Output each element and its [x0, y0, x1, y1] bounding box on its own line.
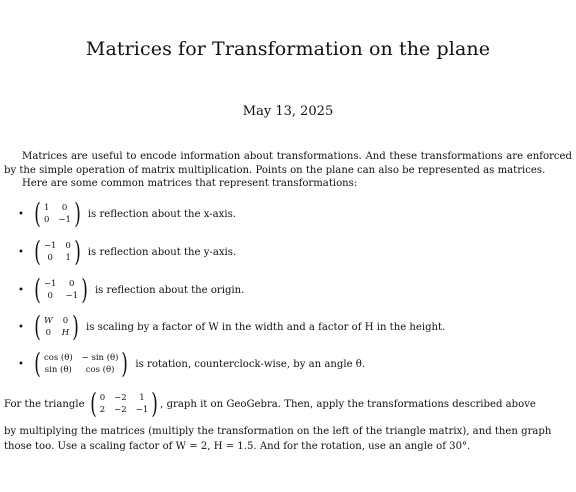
- item-description: is rotation, counterclock-wise, by an angle θ.: [135, 358, 366, 370]
- matrix-cell: 1: [139, 392, 145, 403]
- intro-here-line: Here are some common matrices that represent transformations:: [22, 178, 358, 189]
- item-description: is reflection about the x-axis.: [87, 208, 236, 220]
- matrix-cell: 2: [99, 404, 106, 415]
- matrix-triangle: ( 0 −2 1 2 −2 −1 ): [90, 387, 158, 420]
- intro-text: Matrices are useful to encode information about transformations. And these transformations are enforced by the simple operation of matrix multiplication. Points on the plane can also be represented as matrices.: [4, 151, 572, 176]
- list-item-rotation: [18, 347, 366, 380]
- matrix-reflect-origin: ( −1 0 0 −1 ): [34, 273, 88, 306]
- bullet: •: [18, 321, 24, 333]
- matrix-cell: −2: [114, 404, 127, 415]
- item-description: is reflection about the origin.: [94, 284, 245, 296]
- matrix-cell: 0: [65, 241, 71, 251]
- matrix-cell: − sin (θ): [81, 353, 119, 363]
- matrix-reflect-y: ( −1 0 0 1 ): [34, 235, 81, 268]
- matrix-cell: 0: [43, 215, 50, 225]
- item-description: is scaling by a factor of W in the width and a factor of H in the height.: [86, 321, 446, 333]
- matrix-cell: 0: [69, 279, 75, 289]
- matrix-cell: cos (θ): [43, 353, 73, 363]
- matrix-cell: −1: [43, 241, 57, 251]
- document-date: May 13, 2025: [242, 104, 334, 119]
- matrix-reflect-x: ( 1 0 0 −1 ): [34, 197, 81, 230]
- matrix-cell: −1: [65, 291, 78, 301]
- list-item-reflect-x: [18, 197, 236, 230]
- matrix-cell: 0: [45, 328, 52, 338]
- intro-paragraph: [4, 150, 572, 178]
- bullet: •: [18, 208, 24, 220]
- document-title: Matrices for Transformation on the plane: [85, 38, 491, 60]
- matrix-rotation: ( cos (θ) − sin (θ) sin (θ) cos (θ) ): [34, 347, 129, 380]
- item-description: is reflection about the y-axis.: [87, 246, 237, 258]
- final-rest: by multiplying the matrices (multiply the transformation on the left of the triangle matrix), and then graph those too. Use a scaling factor of W = 2, H = 1.5. And for the rotation, use an angle of 30°.: [4, 426, 552, 452]
- final-after: , graph it on GeoGebra. Then, apply the transformations described above: [160, 399, 536, 410]
- bullet: •: [18, 246, 24, 258]
- matrix-cell: 0: [47, 291, 53, 301]
- matrix-cell: cos (θ): [85, 365, 115, 375]
- final-paragraph: [4, 387, 552, 454]
- matrix-cell: 0: [99, 392, 106, 403]
- matrix-cell: 0: [62, 316, 69, 326]
- matrix-cell: sin (θ): [44, 365, 72, 375]
- bullet: •: [18, 358, 24, 370]
- list-item-reflect-y: [18, 235, 237, 268]
- list-item-scaling: [18, 310, 446, 343]
- matrix-cell: −1: [135, 404, 149, 415]
- matrix-cell: W: [43, 316, 53, 326]
- final-prefix: For the triangle: [4, 399, 85, 410]
- matrix-cell: −2: [114, 392, 127, 403]
- matrix-cell: 1: [43, 203, 50, 213]
- matrix-cell: 1: [65, 253, 71, 263]
- matrix-cell: −1: [43, 279, 57, 289]
- matrix-cell: −1: [58, 215, 71, 225]
- matrix-cell: 0: [61, 203, 68, 213]
- list-item-reflect-origin: [18, 273, 245, 306]
- matrix-scaling: ( W 0 0 H ): [34, 310, 79, 343]
- matrix-cell: 0: [47, 253, 53, 263]
- bullet: •: [18, 284, 24, 296]
- matrix-cell: H: [61, 328, 70, 338]
